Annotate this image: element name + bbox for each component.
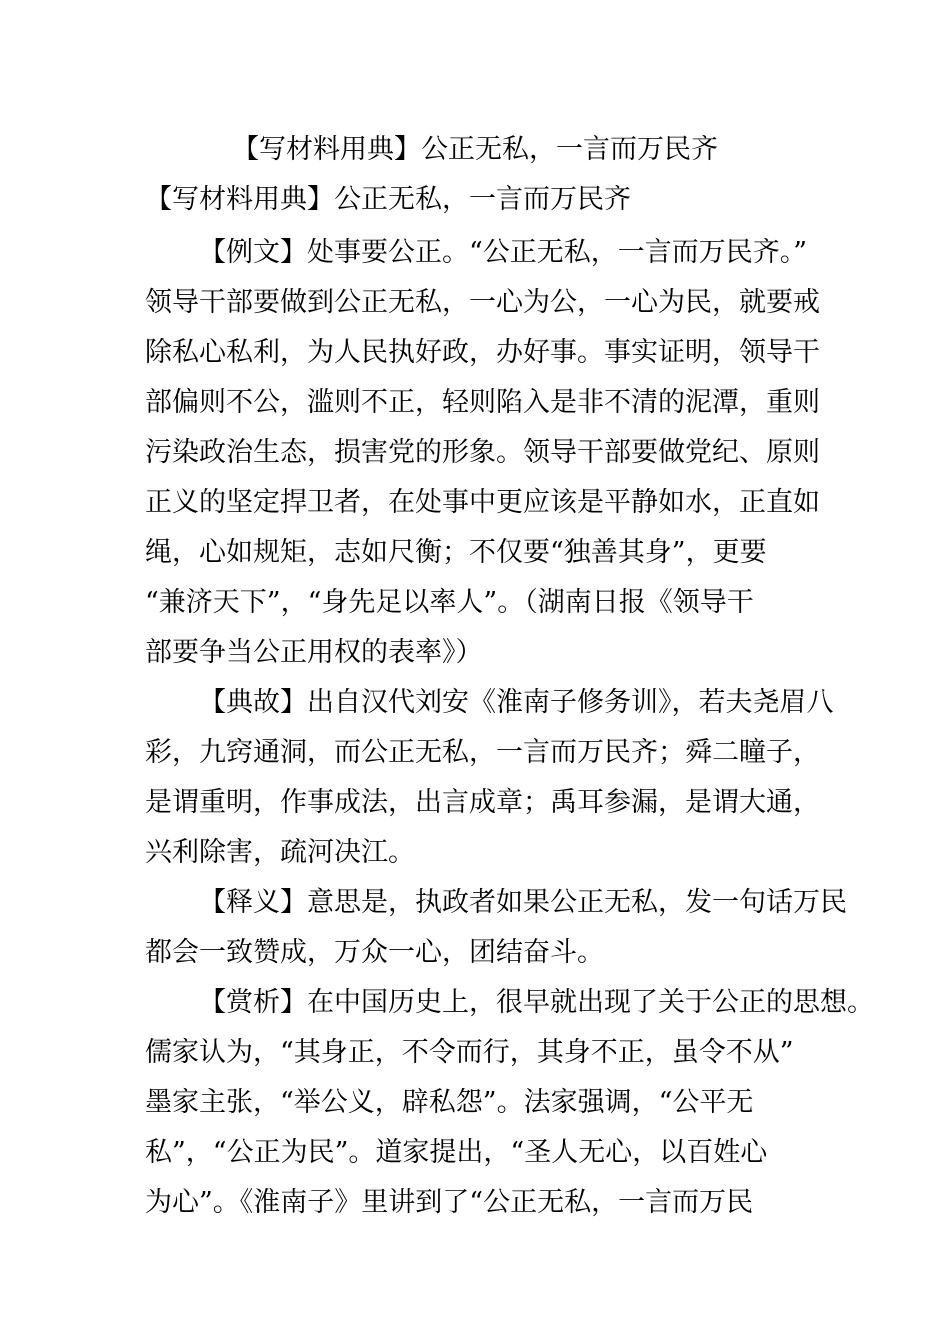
document-body xyxy=(145,228,874,1228)
text-line: 是谓重明，作事成法，出言成章；禹耳参漏，是谓大通， xyxy=(145,787,820,818)
text-line: 私”，“公正为民”。道家提出，“圣人无心，以百姓心 xyxy=(145,1137,768,1168)
document-title: 【写材料用典】公正无私，一言而万民齐 xyxy=(232,134,718,165)
paragraph-allusion xyxy=(145,678,834,878)
text-line: 【释义】意思是，执政者如果公正无私，发一句话万民 xyxy=(199,887,847,918)
text-line: 除私心私利，为人民执好政，办好事。事实证明，领导干 xyxy=(145,337,820,368)
text-line: 墨家主张，“举公义，辟私怨”。法家强调，“公平无 xyxy=(145,1087,754,1118)
paragraph-appreciation xyxy=(145,978,874,1228)
text-line: 【典故】出自汉代刘安《淮南子修务训》，若夫尧眉八 xyxy=(199,687,834,718)
text-line: 兴利除害，疏河决江。 xyxy=(145,837,415,868)
text-line: 为心”。《淮南子》里讲到了“公正无私，一言而万民 xyxy=(145,1187,754,1218)
text-line: 都会一致赞成，万众一心，团结奋斗。 xyxy=(145,937,604,968)
text-line: 儒家认为，“其身正，不令而行，其身不正，虽令不从” xyxy=(145,1037,794,1068)
document-subtitle: 【写材料用典】公正无私，一言而万民齐 xyxy=(145,184,631,215)
text-line: 领导干部要做到公正无私，一心为公，一心为民，就要戒 xyxy=(145,287,820,318)
text-line: 正义的坚定捍卫者，在处事中更应该是平静如水，正直如 xyxy=(145,487,820,518)
text-line: 部要争当公正用权的表率》） xyxy=(145,637,483,668)
text-line: 部偏则不公，滥则不正，轻则陷入是非不清的泥潭，重则 xyxy=(145,387,820,418)
text-line: “兼济天下”，“身先足以率人”。（湖南日报《领导干 xyxy=(145,587,754,618)
text-line: 绳，心如规矩，志如尺衡；不仅要“独善其身”，更要 xyxy=(145,537,767,568)
text-line: 污染政治生态，损害党的形象。领导干部要做党纪、原则 xyxy=(145,437,820,468)
paragraph-interpretation xyxy=(145,878,847,978)
paragraph-example xyxy=(145,228,820,678)
text-line: 【例文】处事要公正。“公正无私，一言而万民齐。” xyxy=(199,237,808,268)
text-line: 【赏析】在中国历史上，很早就出现了关于公正的思想。 xyxy=(199,987,874,1018)
text-line: 彩，九窍通洞，而公正无私，一言而万民齐；舜二瞳子， xyxy=(145,737,820,768)
